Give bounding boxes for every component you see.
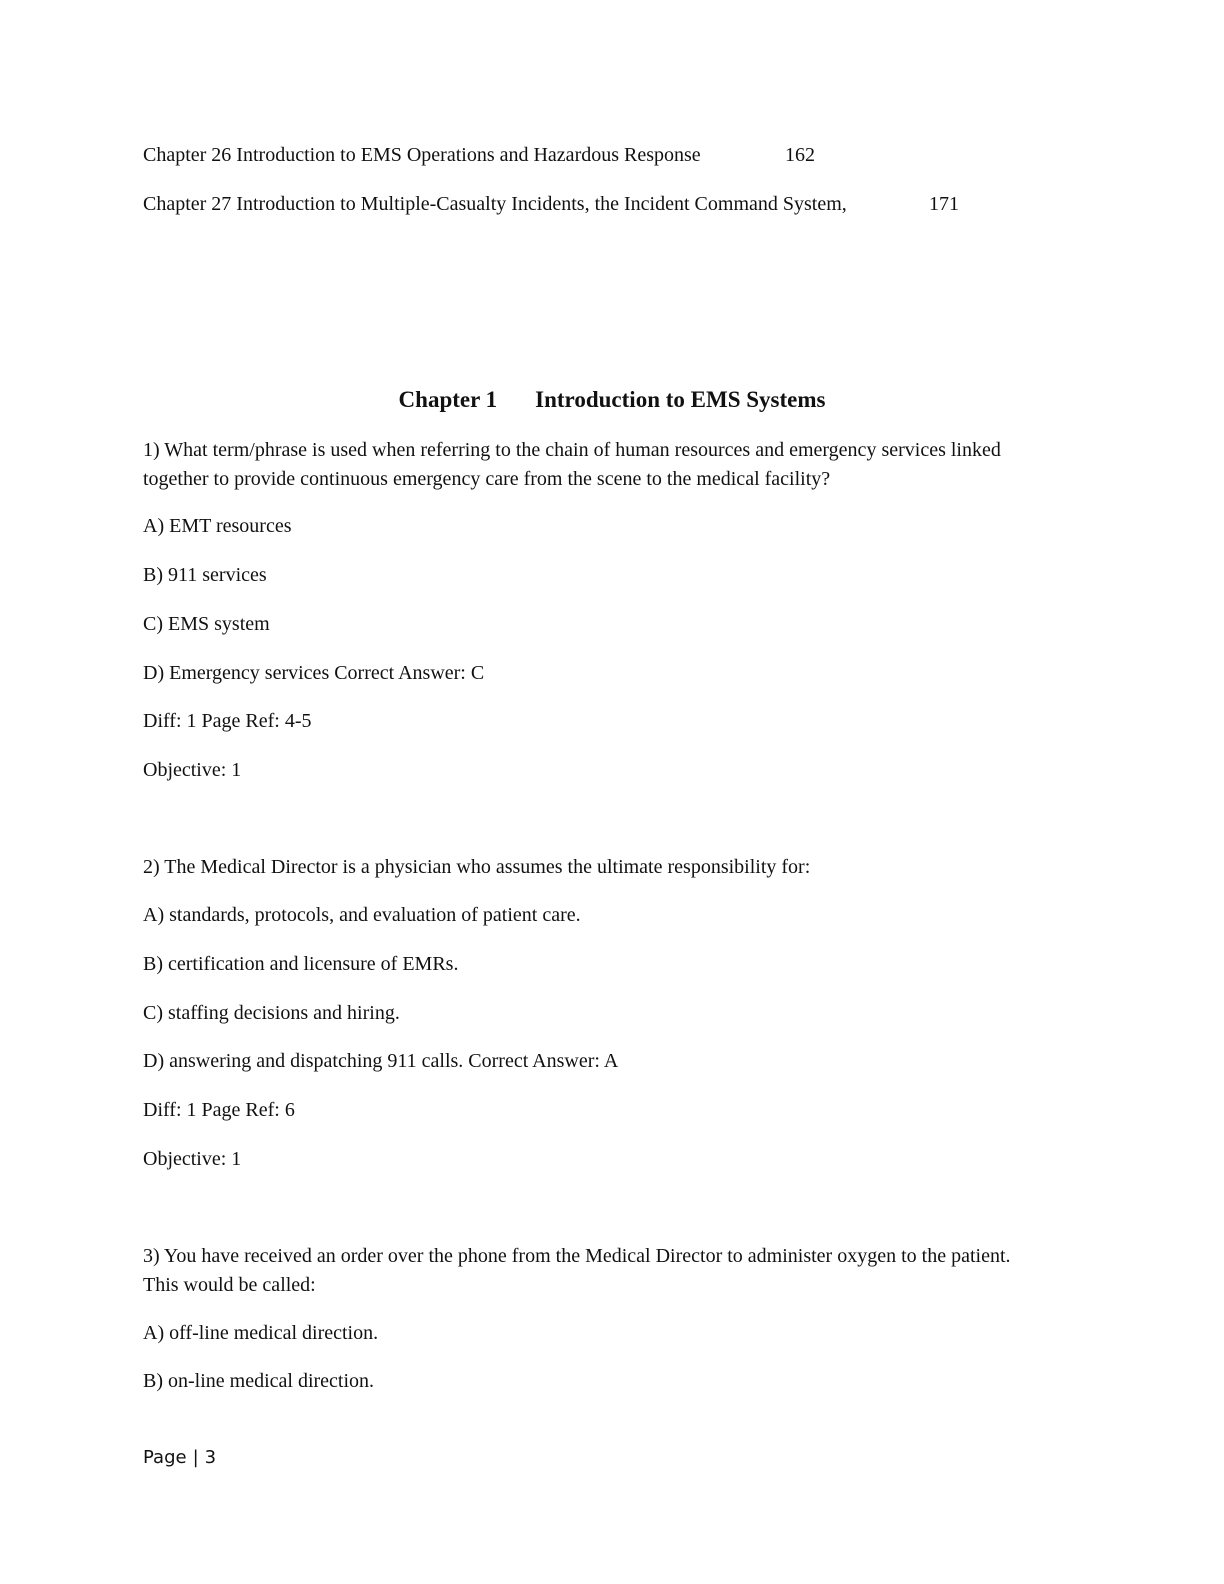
toc-entry-page-number: 171 xyxy=(929,193,959,215)
answer-option: C) staffing decisions and hiring. xyxy=(143,1002,400,1024)
footer-separator: | xyxy=(192,1447,199,1468)
answer-option: C) EMS system xyxy=(143,613,270,635)
answer-option: A) standards, protocols, and evaluation of patient care. xyxy=(143,904,581,926)
toc-entry-title: Chapter 27 Introduction to Multiple-Casualty Incidents, the Incident Command System, xyxy=(143,193,847,215)
chapter-title: Introduction to EMS Systems xyxy=(535,387,826,412)
footer-page-label: Page xyxy=(143,1447,187,1468)
toc-entry-title: Chapter 26 Introduction to EMS Operations and Hazardous Response xyxy=(143,144,701,166)
answer-option: A) EMT resources xyxy=(143,515,292,537)
chapter-heading xyxy=(0,385,1224,415)
answer-option: B) on-line medical direction. xyxy=(143,1370,375,1392)
question-objective: Objective: 1 xyxy=(143,759,242,781)
answer-option: D) answering and dispatching 911 calls. Correct Answer: A xyxy=(143,1050,619,1072)
chapter-number: Chapter 1 xyxy=(398,387,498,412)
answer-option: A) off-line medical direction. xyxy=(143,1322,379,1344)
question-stem: 1) What term/phrase is used when referring to the chain of human resources and emergency services linked together to provide continuous emergency care from the scene to the medical facility? xyxy=(143,439,1001,490)
answer-option: B) certification and licensure of EMRs. xyxy=(143,953,459,975)
footer-page-number: 3 xyxy=(204,1447,217,1468)
page-footer xyxy=(143,1445,216,1471)
question-objective: Objective: 1 xyxy=(143,1148,242,1170)
question-difficulty: Diff: 1 Page Ref: 4-5 xyxy=(143,710,312,732)
toc-entry xyxy=(143,141,701,170)
question-stem: 3) You have received an order over the phone from the Medical Director to administer oxygen to the patient. This would be called: xyxy=(143,1245,1011,1296)
question-stem: 2) The Medical Director is a physician who assumes the ultimate responsibility for: xyxy=(143,856,811,878)
answer-option: B) 911 services xyxy=(143,564,267,586)
question-difficulty: Diff: 1 Page Ref: 6 xyxy=(143,1099,295,1121)
answer-option: D) Emergency services Correct Answer: C xyxy=(143,662,485,684)
toc-entry-page-number: 162 xyxy=(785,144,815,166)
toc-entry xyxy=(143,190,847,219)
